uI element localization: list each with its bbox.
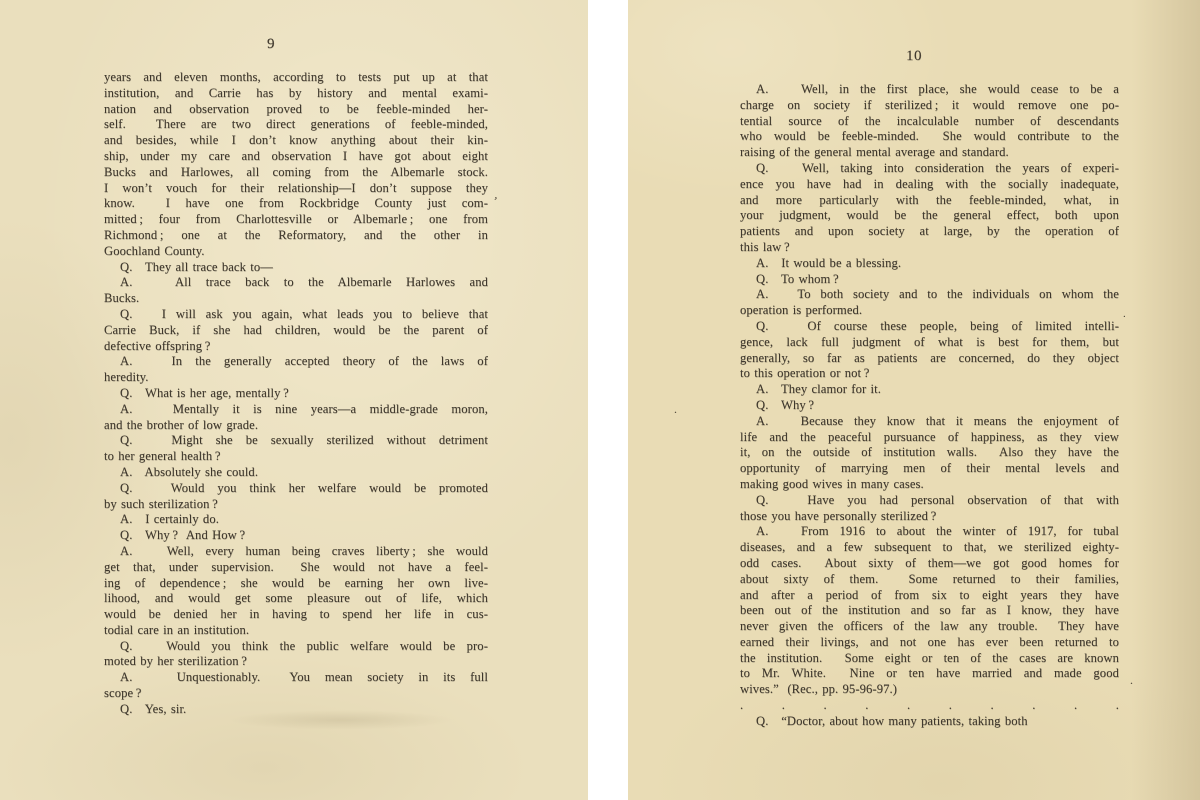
paragraph xyxy=(740,398,1119,414)
text-line: A. To both society and to the individuals on whom the xyxy=(756,287,1119,302)
paragraph xyxy=(740,82,1119,161)
text-line: Q. Why ? And How ? xyxy=(120,528,246,543)
text-line: A. Because they know that it means the enjoyment of xyxy=(756,413,1119,428)
text-line: who would be feeble-minded. She would contribute to the xyxy=(740,129,1119,144)
text-line: A. Unquestionably. You mean society in its full xyxy=(120,670,488,685)
text-line: and the brother of low grade. xyxy=(104,417,259,432)
paragraph xyxy=(740,493,1119,525)
paragraph xyxy=(740,524,1119,698)
paragraph xyxy=(104,702,488,718)
text-line: your judgment, would be the general effect, both upon xyxy=(740,208,1119,223)
paragraph xyxy=(740,382,1119,398)
text-line: would be denied her in having to spend her life in cus- xyxy=(104,607,488,622)
paragraph xyxy=(740,161,1119,256)
text-line: Goochland County. xyxy=(104,243,205,258)
text-line: to this operation or not ? xyxy=(740,366,870,381)
text-line: Q. Have you had personal observation of that with xyxy=(756,492,1119,507)
text-line: diseases, and a few subsequent to that, we sterilized eighty- xyxy=(740,540,1119,555)
paragraph xyxy=(740,287,1119,319)
text-line: years and eleven months, according to tests put up at that xyxy=(104,70,488,84)
paragraph xyxy=(104,512,488,528)
text-line: Q. Why ? xyxy=(756,397,815,412)
text-line: know. I have one from Rockbridge County just com- xyxy=(104,196,488,211)
text-line: and after a period of from six to eight years they have xyxy=(740,587,1119,602)
speck-dot: . xyxy=(674,402,677,416)
text-line: those you have personally sterilized ? xyxy=(740,508,937,523)
left-page-text-block xyxy=(104,70,488,718)
text-line: earned their livings, and not one has ever been returned to xyxy=(740,634,1119,649)
text-line: by such sterilization ? xyxy=(104,496,218,511)
text-line: I won’t vouch for their relationship—I don’t suppose they xyxy=(104,180,488,195)
text-line: to Mr. White. Nine or ten have married and made good xyxy=(740,666,1119,681)
text-line: scope ? xyxy=(104,686,142,701)
text-line: been out of the institution and so far as I know, they have xyxy=(740,603,1119,618)
paragraph xyxy=(740,256,1119,272)
text-line: Q. To whom ? xyxy=(756,271,839,286)
page-number-left: 9 xyxy=(267,36,275,52)
text-line: and besides, while I don’t know anything about their kin- xyxy=(104,133,488,148)
text-line: Q. “Doctor, about how many patients, taking both xyxy=(756,713,1028,728)
text-line: life and the peaceful pursuance of happiness, as they view xyxy=(740,429,1119,444)
section-separator-dots xyxy=(740,698,1119,714)
text-line: operation is performed. xyxy=(740,303,863,318)
text-line: patients and upon society at large, by the operation of xyxy=(740,224,1119,239)
text-line: get that, under supervision. She would not have a feel- xyxy=(104,559,488,574)
text-line: self. There are two direct generations of feeble-minded, xyxy=(104,117,488,132)
text-line: ing of dependence ; she would be earning her own live- xyxy=(104,575,488,590)
text-line: wives.” (Rec., pp. 95-96-97.) xyxy=(740,682,898,697)
text-line: charge on society if sterilized ; it would remove one po- xyxy=(740,97,1119,112)
text-line: about sixty of them. Some returned to their families, xyxy=(740,571,1119,586)
paragraph xyxy=(104,307,488,354)
text-line: A. Mentally it is nine years—a middle-grade moron, xyxy=(120,401,488,416)
text-line: A. It would be a blessing. xyxy=(756,255,902,270)
text-line: A. Well, every human being craves liberty ; she would xyxy=(120,543,488,558)
text-line: institution, and Carrie has by history and mental exami- xyxy=(104,85,488,100)
text-line: tential source of the incalculable number of descendants xyxy=(740,113,1119,128)
text-line: moted by her sterilization ? xyxy=(104,654,247,669)
right-page-text-block xyxy=(740,82,1119,730)
text-line: to her general health ? xyxy=(104,449,221,464)
text-line: Richmond ; one at the Reformatory, and the other in xyxy=(104,227,488,242)
text-line: mitted ; four from Charlottesville or Albemarle ; one from xyxy=(104,212,488,227)
paragraph xyxy=(740,414,1119,493)
text-line: A. Absolutely she could. xyxy=(120,464,259,479)
text-line: A. All trace back to the Albemarle Harlowes and xyxy=(120,275,488,290)
text-line: Q. I will ask you again, what leads you to believe that xyxy=(120,306,488,321)
paragraph xyxy=(740,272,1119,288)
text-line: Q. Might she be sexually sterilized without detriment xyxy=(120,433,488,448)
paragraph xyxy=(104,70,488,260)
paragraph xyxy=(104,544,488,639)
text-line: Q. Yes, sir. xyxy=(120,701,187,716)
text-line: Q. They all trace back to— xyxy=(120,259,273,274)
page-number-right: 10 xyxy=(906,48,922,64)
dots-line: . . . . . . . . . . xyxy=(740,698,1119,713)
text-line: nation and observation proved to be feeble-minded her- xyxy=(104,101,488,116)
text-line: heredity. xyxy=(104,370,149,385)
text-line: Q. Would you think the public welfare would be pro- xyxy=(120,638,488,653)
text-line: ship, under my care and observation I have got about eight xyxy=(104,148,488,163)
text-line: the institution. Some eight or ten of the cases are known xyxy=(740,650,1119,665)
text-line: lihood, and would get some pleasure out of life, which xyxy=(104,591,488,606)
text-line: it, on the outside of institution walls. Also they have the xyxy=(740,445,1119,460)
paragraph xyxy=(740,714,1119,730)
text-line: A. In the generally accepted theory of the laws of xyxy=(120,354,488,369)
text-line: Bucks and Harlowes, all coming from the Albemarle stock. xyxy=(104,164,488,179)
text-line: raising of the general mental average and standard. xyxy=(740,145,1009,160)
speck-dot: . xyxy=(1123,308,1126,320)
speck-mark: ’ xyxy=(491,193,499,209)
paragraph xyxy=(104,260,488,276)
paragraph xyxy=(104,275,488,307)
text-line: Q. What is her age, mentally ? xyxy=(120,385,289,400)
text-line: gence, lack full judgment of what is best for them, but xyxy=(740,334,1119,349)
paragraph xyxy=(740,319,1119,382)
text-line: opportunity of marrying men of their mental levels and xyxy=(740,461,1119,476)
text-line: Q. Well, taking into consideration the years of experi- xyxy=(756,160,1119,175)
text-line: A. I certainly do. xyxy=(120,512,219,527)
text-line: Q. Of course these people, being of limited intelli- xyxy=(756,318,1119,333)
paragraph xyxy=(104,465,488,481)
text-line: ence you have had in dealing with the socially inadequate, xyxy=(740,176,1119,191)
text-line: A. They clamor for it. xyxy=(756,382,881,397)
text-line: Carrie Buck, if she had children, would be the parent of xyxy=(104,322,488,337)
text-line: A. From 1916 to about the winter of 1917, for tubal xyxy=(756,524,1119,539)
paragraph xyxy=(104,354,488,386)
text-line: making good wives in many cases. xyxy=(740,476,924,491)
text-line: and more particularly with the feeble-minded, what, in xyxy=(740,192,1119,207)
paragraph xyxy=(104,670,488,702)
paragraph xyxy=(104,481,488,513)
speck-dot: . xyxy=(1130,673,1133,687)
paragraph xyxy=(104,433,488,465)
paragraph xyxy=(104,528,488,544)
paragraph xyxy=(104,402,488,434)
paragraph xyxy=(104,639,488,671)
text-line: Bucks. xyxy=(104,291,140,306)
text-line: todial care in an institution. xyxy=(104,622,250,637)
text-line: generally, so far as patients are concerned, do they object xyxy=(740,350,1119,365)
text-line: A. Well, in the first place, she would cease to be a xyxy=(756,82,1119,96)
text-line: this law ? xyxy=(740,239,790,254)
text-line: odd cases. About sixty of them—we got good homes for xyxy=(740,555,1119,570)
text-line: Q. Would you think her welfare would be promoted xyxy=(120,480,488,495)
text-line: defective offspring ? xyxy=(104,338,211,353)
right-page xyxy=(628,0,1200,800)
left-page xyxy=(0,0,588,800)
paragraph xyxy=(104,386,488,402)
text-line: never given the officers of the law any trouble. They have xyxy=(740,619,1119,634)
